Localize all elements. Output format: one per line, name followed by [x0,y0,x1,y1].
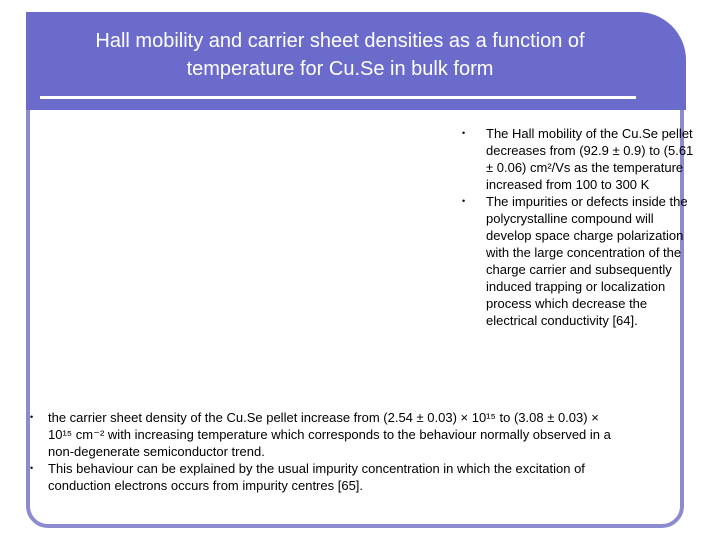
bullet-text: The Hall mobility of the Cu.Se pellet decreases from (92.9 ± 0.9) to (5.61 ± 0.06) cm²/Vs as the temperature increased from 100 to 300 K [486,126,694,192]
list-item [30,460,620,494]
right-bullet-list [462,125,702,329]
slide-title: Hall mobility and carrier sheet densities as a function of temperature for Cu.Se in bulk form [95,30,585,80]
bullet-icon: • [30,463,34,473]
title-underline [40,96,636,99]
bullet-text: the carrier sheet density of the Cu.Se pellet increase from (2.54 ± 0.03) × 10¹⁵ to (3.08 ± 0.03) × 10¹⁵ cm⁻² with increasing temperature which corresponds to the behaviour normally observed in a non-degenerate semiconductor trend. [48,410,611,459]
bullet-text: The impurities or defects inside the polycrystalline compound will develop space charge polarization with the large concentration of the charge carrier and subsequently induced trapping or localization process which decrease the electrical conductivity [64]. [486,194,688,328]
bullet-text: This behaviour can be explained by the usual impurity concentration in which the excitation of conduction electrons occurs from impurity centres [65]. [48,461,585,493]
list-item [462,125,702,193]
list-item [462,193,702,329]
list-item [30,409,620,460]
bullet-icon: • [462,196,466,206]
bullet-icon: • [30,412,34,422]
bottom-bullet-list [30,409,620,494]
bullet-icon: • [462,128,466,138]
